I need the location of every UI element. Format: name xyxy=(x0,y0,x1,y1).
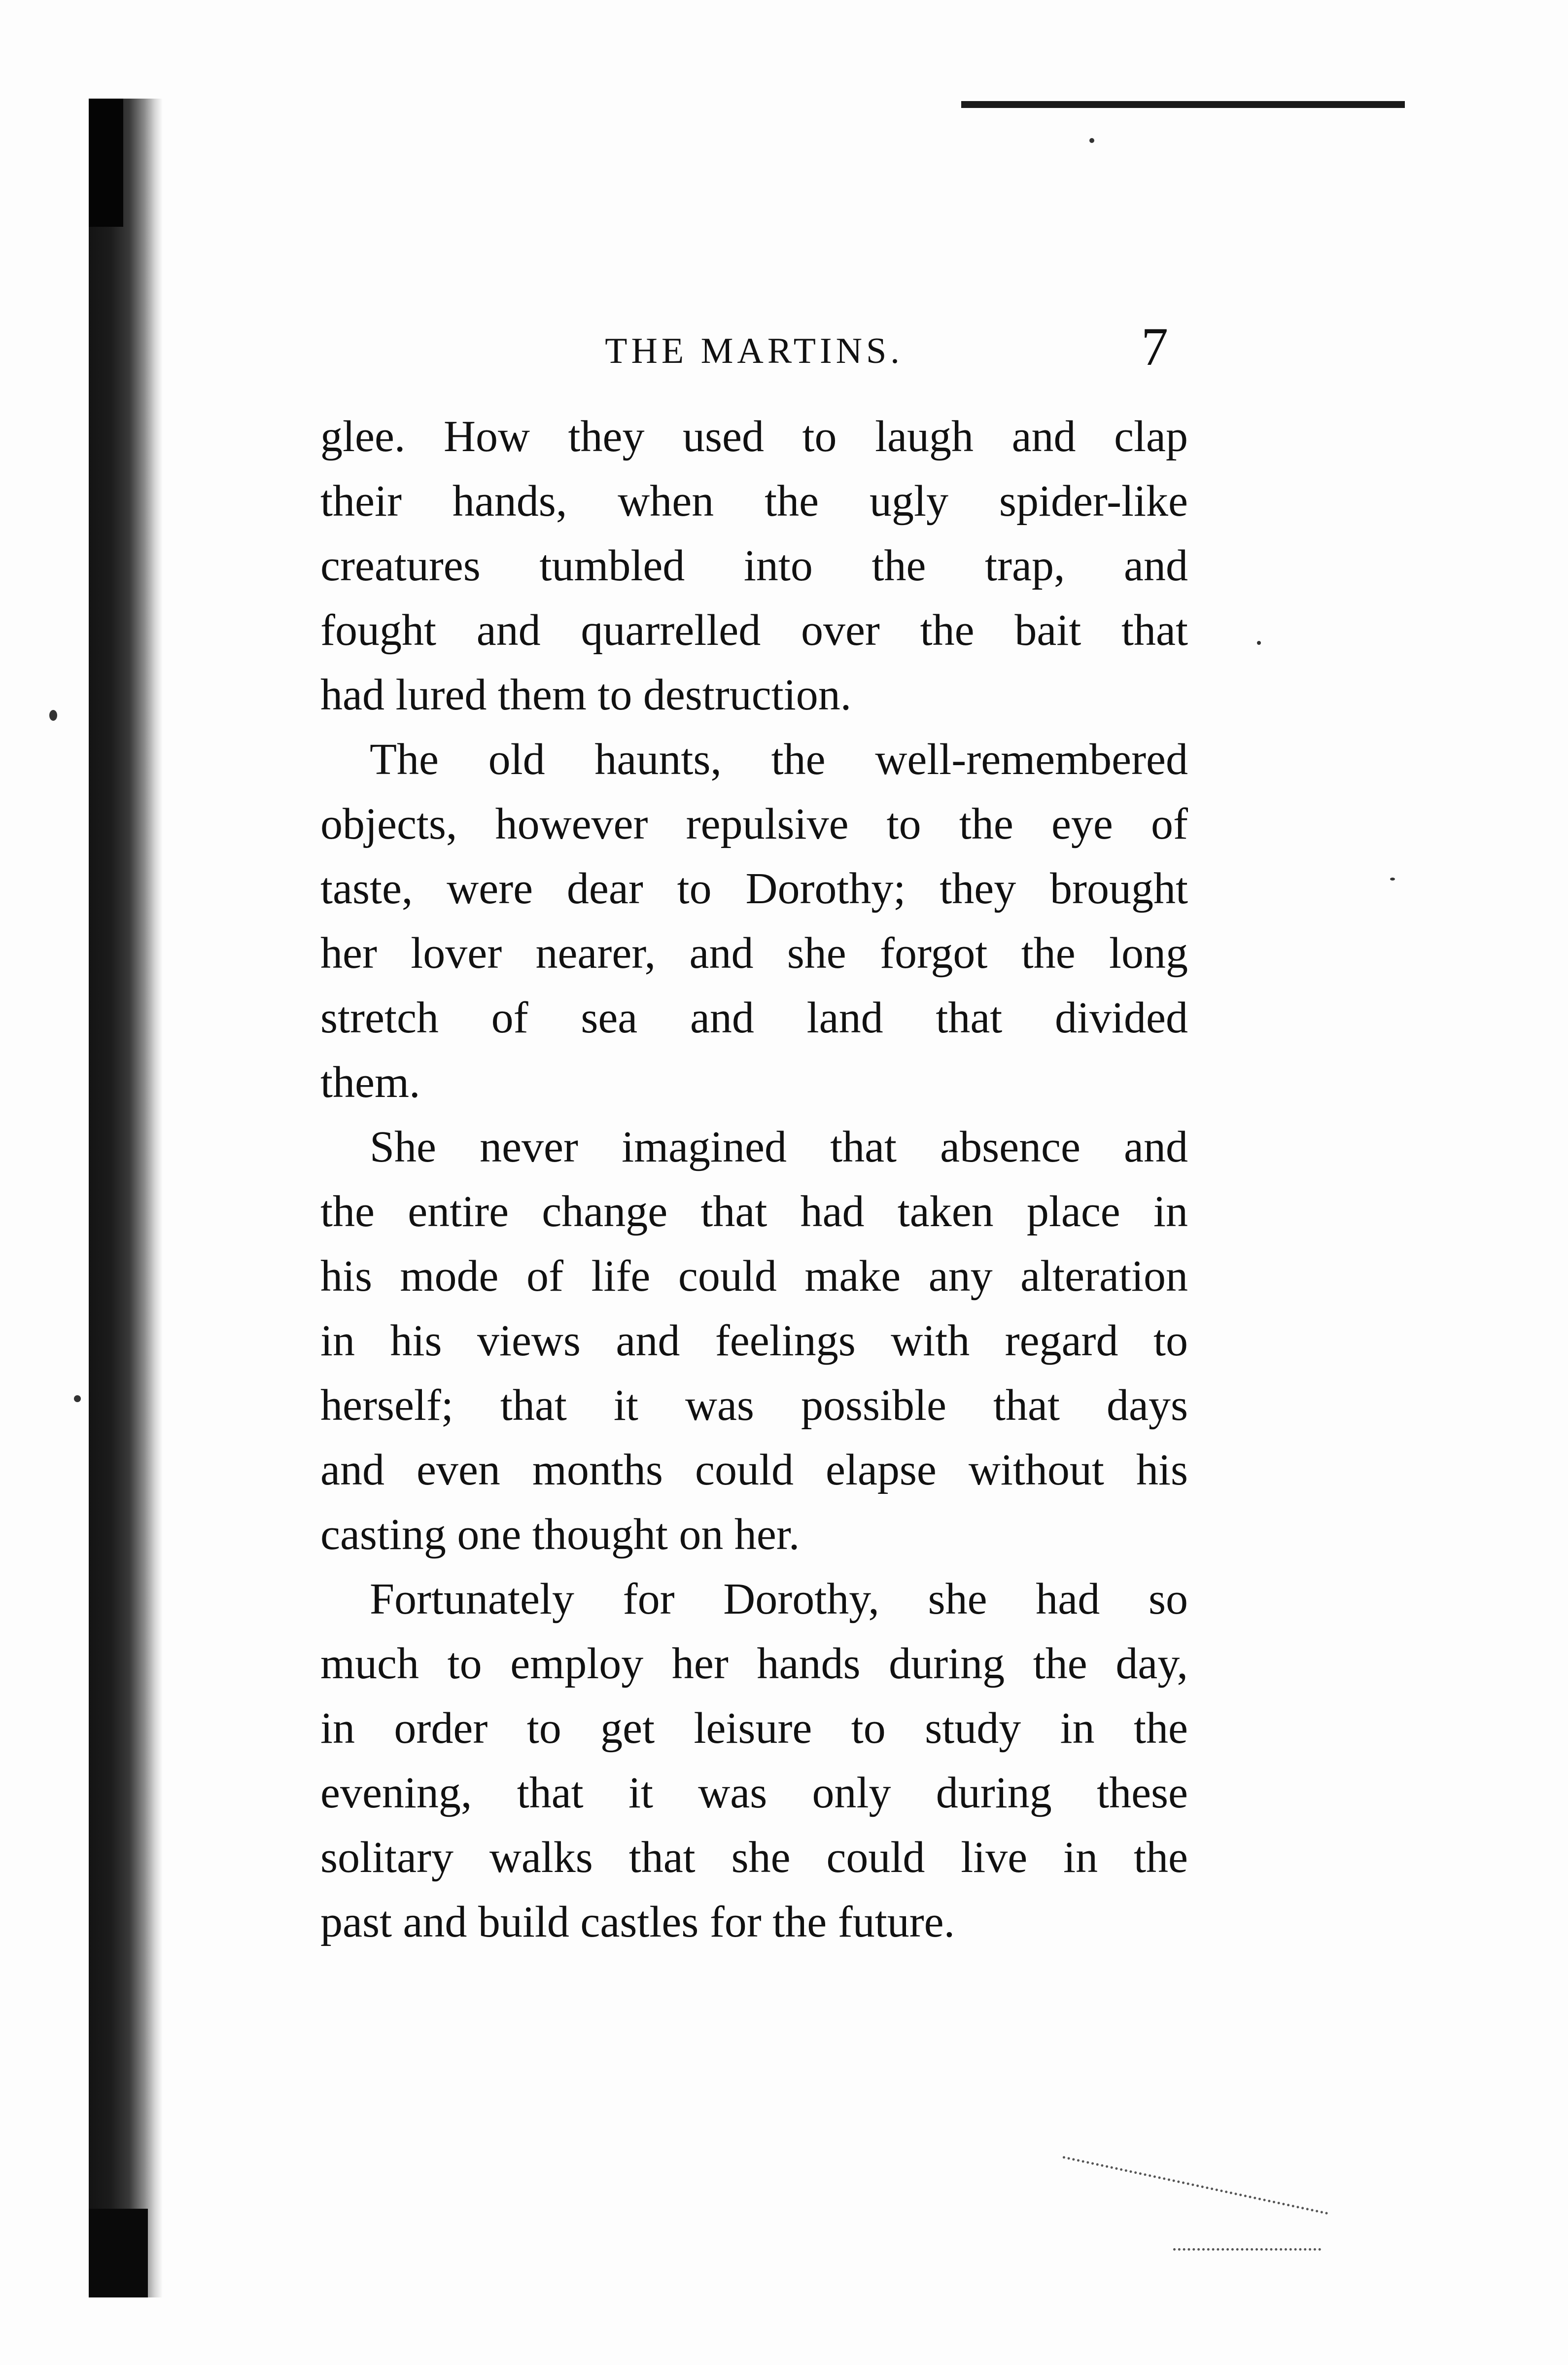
scan-speck xyxy=(1257,641,1261,645)
scan-speck xyxy=(74,1395,81,1402)
text-line: in his views and feelings with regard to xyxy=(320,1316,1188,1365)
scan-smudge xyxy=(1173,2248,1321,2251)
text-line: his mode of life could make any alteration xyxy=(320,1252,1188,1301)
paragraph-4 xyxy=(320,1567,1188,1954)
text-line: herself; that it was possible that days xyxy=(320,1381,1188,1430)
binding-edge-dark-bottom xyxy=(89,2209,148,2297)
scan-speck xyxy=(1089,138,1094,143)
running-head: THE MARTINS. xyxy=(605,331,904,371)
text-line: in order to get leisure to study in the xyxy=(320,1704,1188,1753)
text-line: The old haunts, the well-remembered xyxy=(370,735,1188,784)
paragraph-2 xyxy=(320,727,1188,1115)
text-line: taste, were dear to Dorothy; they brought xyxy=(320,864,1188,913)
text-line: casting one thought on her. xyxy=(320,1510,800,1559)
paragraph-3 xyxy=(320,1115,1188,1567)
text-line: much to employ her hands during the day, xyxy=(320,1639,1188,1688)
body-text xyxy=(320,404,1188,1954)
text-line: fought and quarrelled over the bait that xyxy=(320,606,1188,655)
scan-speck xyxy=(49,710,57,721)
text-line: had lured them to destruction. xyxy=(320,671,852,719)
binding-edge-dark-top xyxy=(89,99,123,227)
text-line: creatures tumbled into the trap, and xyxy=(320,541,1188,590)
text-line: objects, however repulsive to the eye of xyxy=(320,800,1188,848)
text-line: her lover nearer, and she forgot the long xyxy=(320,929,1188,978)
text-line: She never imagined that absence and xyxy=(370,1123,1188,1171)
page-header xyxy=(320,316,1188,385)
text-line: solitary walks that she could live in the xyxy=(320,1833,1188,1882)
text-line: stretch of sea and land that divided xyxy=(320,993,1188,1042)
text-line: glee. How they used to laugh and clap xyxy=(320,412,1188,461)
paragraph-1 xyxy=(320,404,1188,727)
text-line: them. xyxy=(320,1058,420,1107)
text-line: their hands, when the ugly spider-like xyxy=(320,477,1188,526)
scan-speck xyxy=(1390,878,1395,881)
page-number: 7 xyxy=(1141,317,1168,377)
binding-edge xyxy=(89,99,163,2297)
text-line: evening, that it was only during these xyxy=(320,1768,1188,1817)
text-line: Fortunately for Dorothy, she had so xyxy=(370,1575,1188,1624)
scan-smudge xyxy=(1062,2156,1328,2215)
text-line: past and build castles for the future. xyxy=(320,1898,955,1946)
text-line: and even months could elapse without his xyxy=(320,1446,1188,1494)
text-line: the entire change that had taken place in xyxy=(320,1187,1188,1236)
top-rule xyxy=(961,101,1405,108)
